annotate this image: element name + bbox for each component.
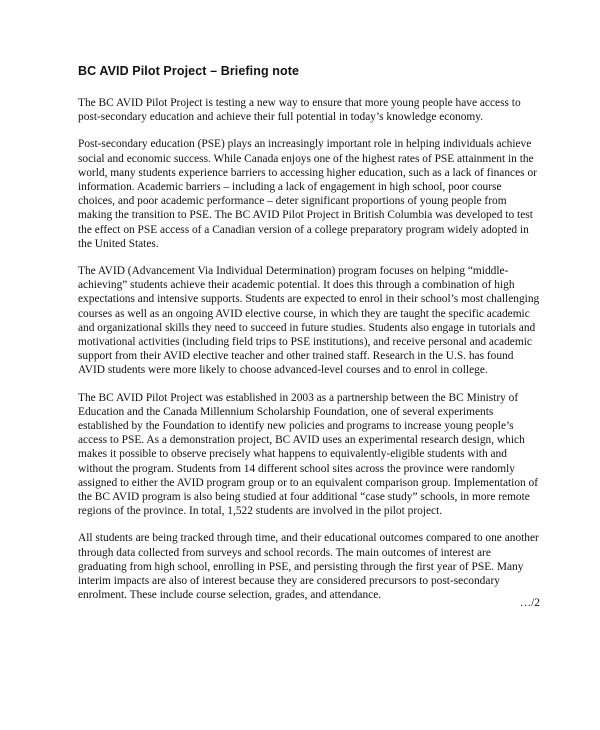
paragraph-intro: The BC AVID Pilot Project is testing a new way to ensure that more young people have access to post-secondary education and achieve their full potential in today’s knowledge economy. — [78, 97, 521, 124]
document-title: BC AVID Pilot Project – Briefing note — [78, 64, 300, 78]
paragraph-avid-program: The AVID (Advancement Via Individual Determination) program focuses on helping “middle-achieving” students achieve their academic potential. It does this through a combination of high expectations and intensive supports. Students are expected to enrol in their school’s most challenging courses as well as an ongoing AVID elective course, in which they are taught the specific academic and organizational skills they need to succeed in future studies. Students also engage in tutorials and motivational activities (including field trips to PSE institutions), and receive personal and academic support from their AVID elective teacher and other trained staff. Research in the U.S. has found AVID students were more likely to choose advanced-level courses and to enrol in college. — [78, 265, 540, 377]
paragraph-pse-barriers: Post-secondary education (PSE) plays an increasingly important role in helping individuals achieve social and economic success. While Canada enjoys one of the highest rates of PSE attainment in the world, many students experience barriers to accessing higher education, such as a lack of finances or information. Academic barriers – including a lack of engagement in high school, poor course choices, and poor academic performance – deter significant proportions of young people from making the transition to PSE. The BC AVID Pilot Project in British Columbia was developed to test the effect on PSE access of a Canadian version of a college preparatory program widely adopted in the United States. — [78, 138, 537, 250]
paragraph-outcomes-tracking: All students are being tracked through time, and their educational outcomes compared to one another through data collected from surveys and school records. The main outcomes of interest are graduating from high school, enrolling in PSE, and persisting through the first year of PSE. Many interim impacts are also of interest because they are considered precursors to post-secondary enrolment. These include course selection, grades, and attendance. — [78, 532, 539, 602]
paragraph-pilot-establishment: The BC AVID Pilot Project was established in 2003 as a partnership between the BC Ministry of Education and the Canada Millennium Scholarship Foundation, one of several experiments established by the Foundation to identify new policies and programs to increase young people’s access to PSE. As a demonstration project, BC AVID uses an experimental research design, which makes it possible to observe precisely what happens to equivalently-eligible students with and without the program. Students from 14 different school sites across the province were randomly assigned to either the AVID program group or to an equivalent comparison group. Implementation of the BC AVID program is also being studied at four additional “case study” schools, in more remote regions of the province. In total, 1,522 students are involved in the pilot project. — [78, 391, 539, 518]
page-continuation-marker: …/2 — [519, 597, 540, 609]
